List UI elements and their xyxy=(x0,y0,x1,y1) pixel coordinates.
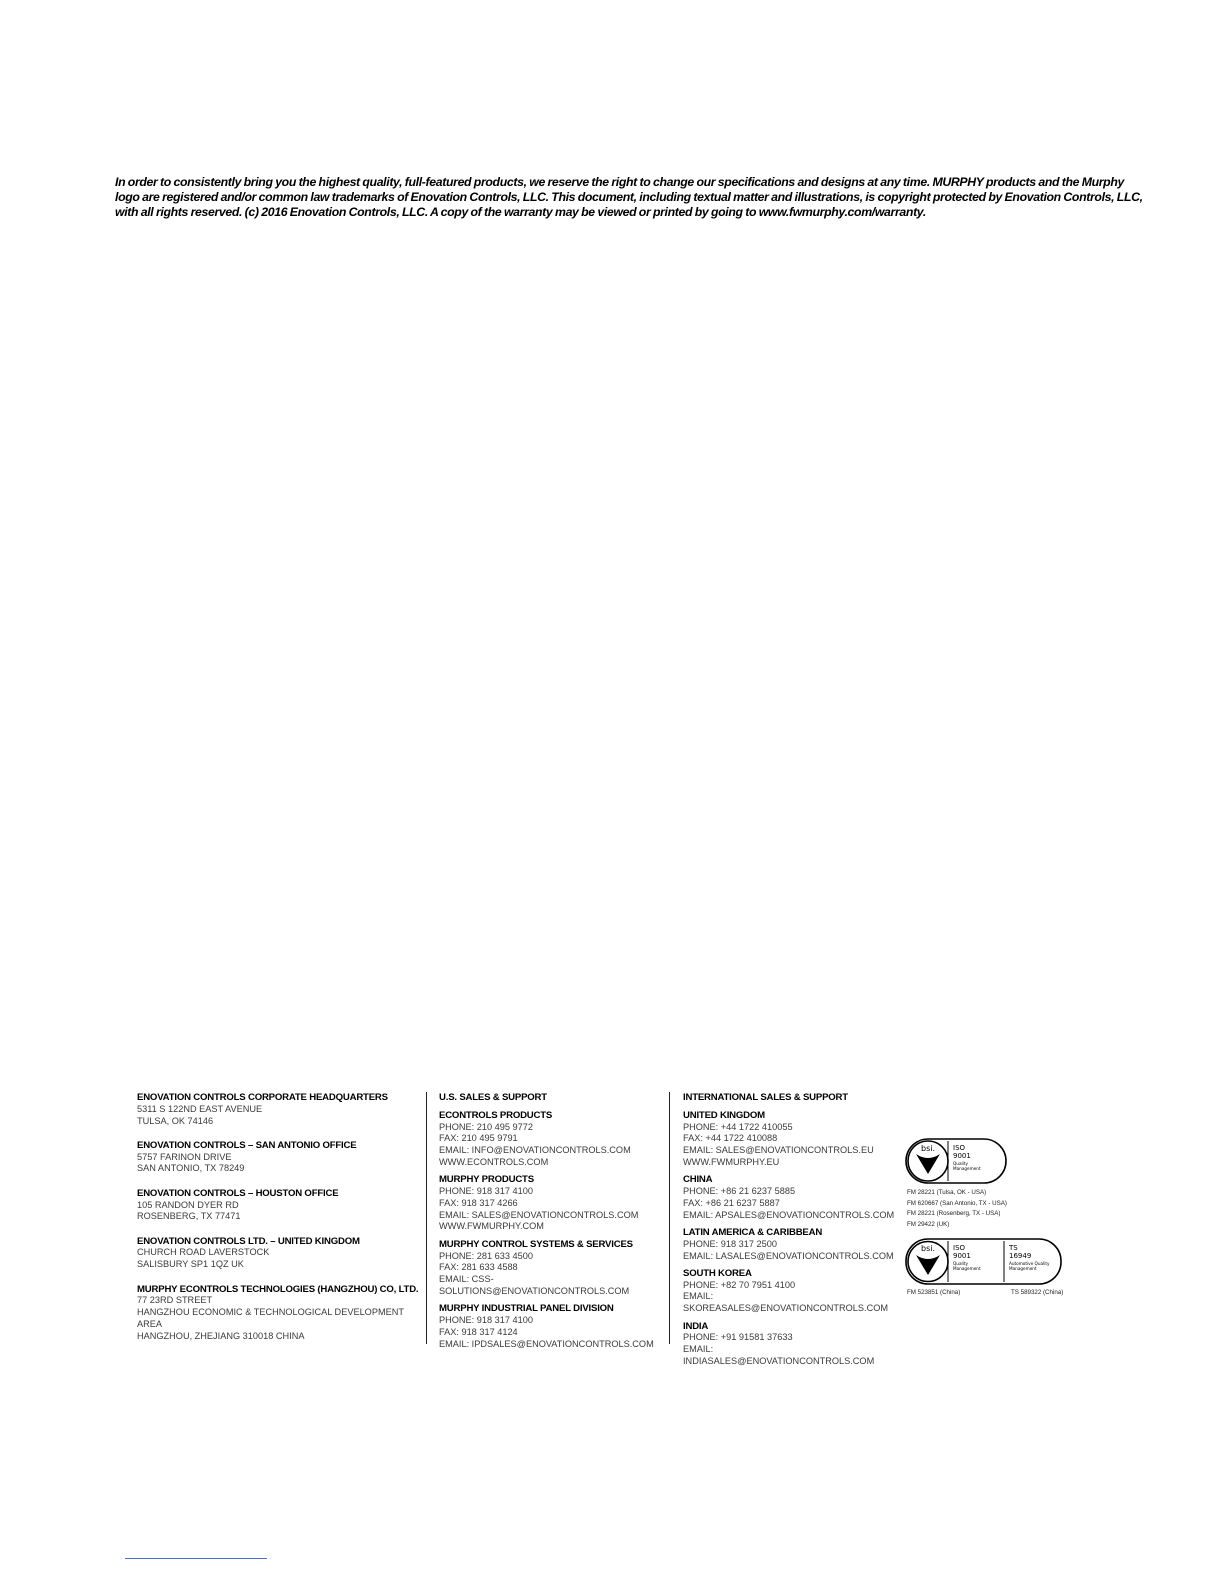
disclaimer-line-3: with all rights reserved. (c) 2016 Enovation Controls, LLC. A copy of the warranty may be viewed or printed by going to www.fwmurphy.com/warranty. xyxy=(115,205,926,219)
cert-line: TS 589322 (China) xyxy=(1011,1289,1064,1296)
sales-group xyxy=(439,1174,664,1233)
sales-group xyxy=(439,1110,664,1169)
group-title: MURPHY PRODUCTS xyxy=(439,1174,534,1186)
logo-std: ISO xyxy=(953,1144,966,1152)
intl-sales-title: INTERNATIONAL SALES & SUPPORT xyxy=(683,1092,848,1103)
office-title: ENOVATION CONTROLS – SAN ANTONIO OFFICE xyxy=(137,1139,357,1151)
group-line: PHONE: 281 633 4500 xyxy=(439,1250,533,1261)
office-line: HANGZHOU ECONOMIC & TECHNOLOGICAL DEVELOPMENT AREA xyxy=(137,1307,404,1329)
office-title: ENOVATION CONTROLS LTD. – UNITED KINGDOM xyxy=(137,1235,360,1247)
group-line: EMAIL: CSS-SOLUTIONS@ENOVATIONCONTROLS.COM xyxy=(439,1274,630,1296)
column-divider xyxy=(426,1092,427,1344)
region-line: PHONE: +86 21 6237 5885 xyxy=(683,1186,796,1197)
region-group xyxy=(683,1321,903,1368)
office-line: HANGZHOU, ZHEJIANG 310018 CHINA xyxy=(137,1330,305,1341)
group-line: EMAIL: SALES@ENOVATIONCONTROLS.COM xyxy=(439,1209,639,1220)
logo-sub: Automotive Quality xyxy=(1009,1261,1050,1266)
group-line: PHONE: 918 317 4100 xyxy=(439,1186,533,1197)
region-line: PHONE: 918 317 2500 xyxy=(683,1238,777,1249)
region-group xyxy=(683,1174,903,1221)
region-title: LATIN AMERICA & CARIBBEAN xyxy=(683,1226,823,1238)
cert-line: FM 29422 (UK) xyxy=(907,1220,950,1228)
logo-sub: Quality xyxy=(953,1261,968,1266)
disclaimer-line-2: logo are registered and/or common law trademarks of Enovation Controls, LLC. This document, including textual matter and illustrations, is copyright protected by Enovation Controls, LLC, xyxy=(115,190,1143,204)
intl-sales-column xyxy=(683,1092,903,1373)
region-line: EMAIL: LASALES@ENOVATIONCONTROLS.COM xyxy=(683,1250,894,1261)
office-block xyxy=(137,1092,422,1127)
region-line: EMAIL: APSALES@ENOVATIONCONTROLS.COM xyxy=(683,1209,895,1220)
group-line: EMAIL: IPDSALES@ENOVATIONCONTROLS.COM xyxy=(439,1338,654,1349)
office-title: ENOVATION CONTROLS CORPORATE HEADQUARTERS xyxy=(137,1092,388,1103)
us-sales-title: U.S. SALES & SUPPORT xyxy=(439,1092,547,1103)
logo-brand: bsi. xyxy=(921,1144,936,1153)
group-line: FAX: 918 317 4266 xyxy=(439,1197,518,1208)
office-title: MURPHY ECONTROLS TECHNOLOGIES (HANGZHOU) CO, LTD. xyxy=(137,1283,419,1295)
office-block xyxy=(137,1188,422,1223)
office-line: 5311 S 122ND EAST AVENUE xyxy=(137,1103,263,1114)
sales-group xyxy=(439,1303,664,1350)
office-line: 5757 FARINON DRIVE xyxy=(137,1151,232,1162)
group-line: PHONE: 918 317 4100 xyxy=(439,1315,533,1326)
logo-sub: Management xyxy=(953,1266,981,1271)
cert-line: FM 28221 (Tulsa, OK - USA) xyxy=(907,1189,987,1196)
logo-num: 9001 xyxy=(953,1252,971,1260)
office-title: ENOVATION CONTROLS – HOUSTON OFFICE xyxy=(137,1187,339,1199)
bsi-iso-9001-logo xyxy=(905,1138,1009,1184)
region-line: EMAIL: INDIASALES@ENOVATIONCONTROLS.COM xyxy=(683,1344,875,1366)
office-block xyxy=(137,1284,422,1343)
office-line: 105 RANDON DYER RD xyxy=(137,1199,239,1210)
office-block xyxy=(137,1140,422,1175)
group-title: MURPHY INDUSTRIAL PANEL DIVISION xyxy=(439,1303,614,1315)
group-title: MURPHY CONTROL SYSTEMS & SERVICES xyxy=(439,1238,633,1250)
region-title: CHINA xyxy=(683,1174,713,1186)
region-title: UNITED KINGDOM xyxy=(683,1109,765,1121)
bsi-iso-ts-logo xyxy=(905,1238,1063,1286)
office-block xyxy=(137,1236,422,1271)
office-line: ROSENBERG, TX 77471 xyxy=(137,1211,241,1222)
office-line: SALISBURY SP1 1QZ UK xyxy=(137,1259,244,1270)
cert-line: FM 28221 (Rosenberg, TX - USA) xyxy=(907,1210,1001,1217)
cert-line: FM 523851 (China) xyxy=(907,1289,961,1296)
group-title: ECONTROLS PRODUCTS xyxy=(439,1109,553,1121)
group-line: PHONE: 210 495 9772 xyxy=(439,1121,533,1132)
logo-sub: Management xyxy=(1009,1266,1037,1271)
region-title: SOUTH KOREA xyxy=(683,1267,752,1279)
region-group xyxy=(683,1110,903,1169)
offices-column xyxy=(137,1092,422,1355)
us-sales-column xyxy=(439,1092,664,1356)
group-line: FAX: 210 495 9791 xyxy=(439,1133,518,1144)
region-line: EMAIL: SKOREASALES@ENOVATIONCONTROLS.COM xyxy=(683,1291,889,1314)
region-group xyxy=(683,1227,903,1262)
logo-std: ISO xyxy=(953,1244,966,1252)
column-divider xyxy=(669,1092,670,1344)
logo-num: 9001 xyxy=(953,1152,971,1160)
region-group xyxy=(683,1268,903,1315)
office-line: SAN ANTONIO, TX 78249 xyxy=(137,1163,245,1174)
disclaimer-line-1: In order to consistently bring you the highest quality, full-featured products, we reserve the right to change our specifications and designs at any time. MURPHY products and the Murphy xyxy=(115,175,1124,189)
region-line: EMAIL: SALES@ENOVATIONCONTROLS.EU xyxy=(683,1145,874,1156)
region-line: PHONE: +91 91581 37633 xyxy=(683,1332,793,1343)
contact-footer xyxy=(0,1092,1224,1366)
logo-sub: Management xyxy=(953,1166,981,1171)
group-line: FAX: 281 633 4588 xyxy=(439,1262,518,1273)
cert1-registrations xyxy=(907,1188,1007,1230)
group-line: EMAIL: INFO@ENOVATIONCONTROLS.COM xyxy=(439,1145,631,1156)
office-line: 77 23RD STREET xyxy=(137,1295,213,1306)
group-line: WWW.FWMURPHY.COM xyxy=(439,1221,544,1232)
logo-brand: bsi. xyxy=(921,1244,936,1253)
group-line: WWW.ECONTROLS.COM xyxy=(439,1156,549,1167)
cert-line: FM 620667 (San Antonio, TX - USA) xyxy=(907,1199,1007,1207)
region-line: PHONE: +44 1722 410055 xyxy=(683,1121,793,1132)
office-line: CHURCH ROAD LAVERSTOCK xyxy=(137,1247,270,1258)
region-line: WWW.FWMURPHY.EU xyxy=(683,1156,780,1167)
region-title: INDIA xyxy=(683,1320,709,1332)
group-line: FAX: 918 317 4124 xyxy=(439,1326,518,1337)
logo-num2: 16949 xyxy=(1009,1252,1032,1260)
sales-group xyxy=(439,1239,664,1298)
bottom-rule xyxy=(125,1558,267,1559)
logo-sub: Quality xyxy=(953,1161,968,1166)
region-line: FAX: +86 21 6237 5887 xyxy=(683,1197,780,1208)
copyright-disclaimer xyxy=(115,175,1143,220)
region-line: PHONE: +82 70 7951 4100 xyxy=(683,1279,796,1290)
logo-std2: TS xyxy=(1009,1244,1018,1252)
office-line: TULSA, OK 74146 xyxy=(137,1115,214,1126)
cert2-registrations xyxy=(907,1288,1077,1299)
region-line: FAX: +44 1722 410088 xyxy=(683,1133,778,1144)
